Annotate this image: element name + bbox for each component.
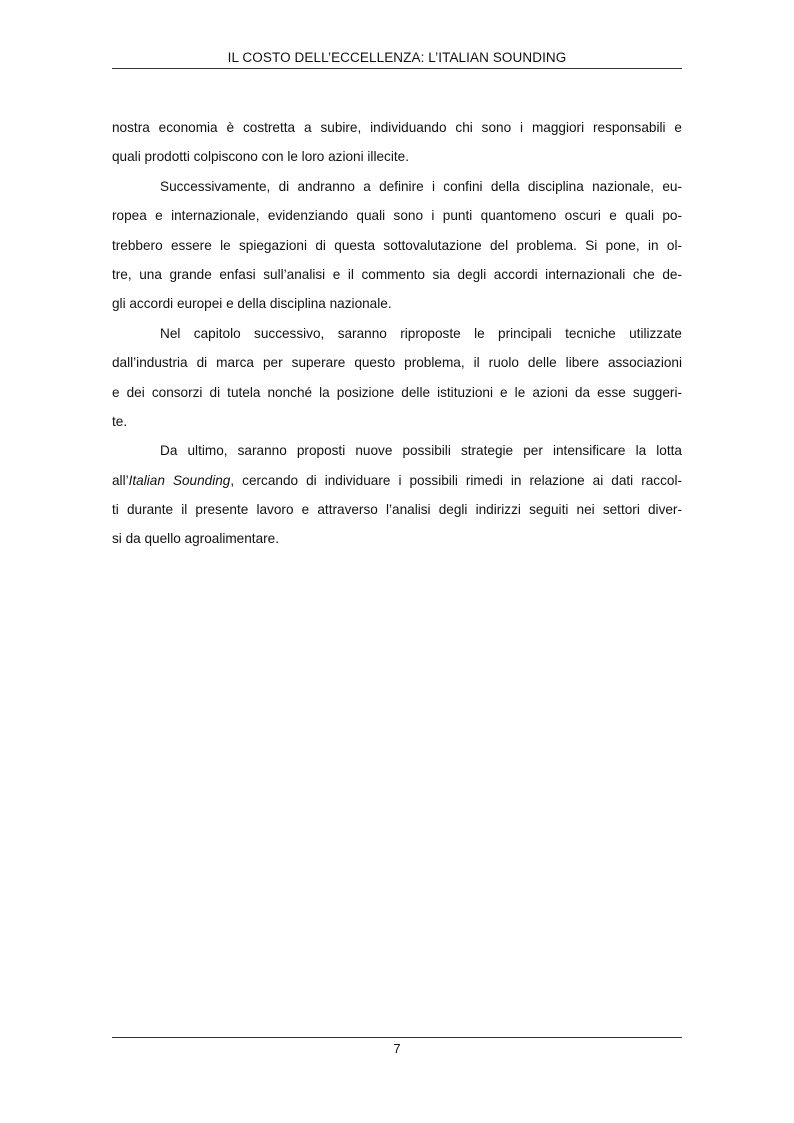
paragraph <box>112 319 682 437</box>
footer-divider <box>112 1037 682 1038</box>
text-line: si da quello agroalimentare. <box>112 531 280 547</box>
page-number: 7 <box>393 1041 401 1056</box>
text-line: gli accordi europei e della disciplina nazionale. <box>112 296 392 312</box>
paragraph <box>112 113 682 172</box>
text-line: Da ultimo, saranno proposti nuove possibili strategie per intensificare la lotta <box>160 443 682 459</box>
text-line: tre, una grande enfasi sull’analisi e il commento sia degli accordi internazionali che de- <box>112 266 682 282</box>
text-line: te. <box>112 413 128 429</box>
header-divider <box>112 68 682 69</box>
paragraph <box>112 436 682 554</box>
text-line: ropea e internazionale, evidenziando quali sono i punti quantomeno oscuri e quali po- <box>112 208 682 224</box>
body-text <box>112 113 682 554</box>
text-line: trebbero essere le spiegazioni di questa sottovalutazione del problema. Si pone, in ol- <box>112 237 682 253</box>
running-header: IL COSTO DELL’ECCELLENZA: L’ITALIAN SOUNDING <box>227 50 567 65</box>
italic-term: Italian Sounding <box>128 472 231 488</box>
text-line: nostra economia è costretta a subire, individuando chi sono i maggiori responsabili e <box>112 120 682 135</box>
text-line: Nel capitolo successivo, saranno riproposte le principali tecniche utilizzate <box>160 325 682 341</box>
text-line: quali prodotti colpiscono con le loro azioni illecite. <box>112 149 409 165</box>
text-line: ti durante il presente lavoro e attraverso l’analisi degli indirizzi seguiti nei settori diver- <box>112 502 682 518</box>
text-line: dall’industria di marca per superare questo problema, il ruolo delle libere associazioni <box>112 355 682 371</box>
text-line-with-italic <box>112 466 682 495</box>
text-run: all’ <box>112 472 129 488</box>
text-line: e dei consorzi di tutela nonché la posizione delle istituzioni e le azioni da esse suggeri- <box>112 384 682 400</box>
text-run: , cercando di individuare i possibili rimedi in relazione ai dati raccol- <box>230 472 682 488</box>
text-line: Successivamente, di andranno a definire i confini della disciplina nazionale, eu- <box>160 178 682 194</box>
paragraph <box>112 172 682 319</box>
